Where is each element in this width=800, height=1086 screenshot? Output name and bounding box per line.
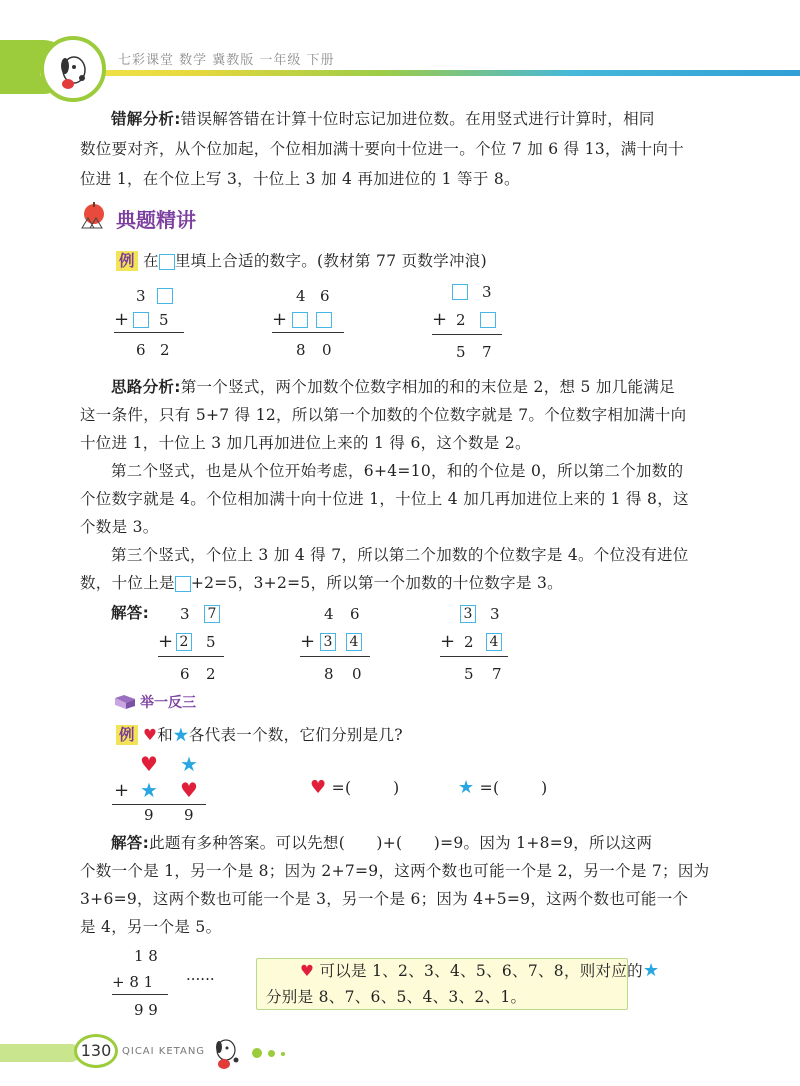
sum-line: [114, 332, 184, 333]
heart-icon: ♥: [300, 962, 315, 980]
example-tag: 例: [116, 251, 138, 271]
ellipsis: ······: [186, 970, 215, 988]
heart-icon: ♥: [180, 778, 198, 802]
answer2-line4: 是 4，另一个是 5。: [80, 918, 222, 936]
answer-calc-2: 4 6 + 3 4 8 0: [320, 604, 380, 688]
answer2-line3: 3+6=9，这两个数也可能一个是 3，另一个是 6；因为 4+5=9，这两个数也可能一个: [80, 890, 689, 908]
example-calc-18-81: 1 8 + 8 1 9 9: [112, 946, 192, 1024]
sum-line: [300, 656, 370, 657]
note-line1: ♥ 可以是 1、2、3、4、5、6、7、8，则对应的★: [300, 960, 660, 981]
heart-answer-blank: ♥ =( ): [310, 777, 400, 798]
blank-square: [175, 576, 191, 592]
answer2-line1: 解答:此题有多种答案。可以先想( )+( )=9。因为 1+8=9，所以这两: [111, 834, 653, 852]
star-icon: ★: [140, 778, 158, 802]
answer2-line2: 个数一个是 1，另一个是 8；因为 2+7=9，这两个数也可能一个是 2，另一个是 7；因为: [80, 862, 710, 880]
header-rainbow-bar: [40, 70, 800, 76]
sum-line: [432, 334, 502, 335]
answer1-label: 解答:: [111, 604, 150, 622]
mascot-dog-icon: [40, 36, 106, 102]
header-title: 七彩课堂 数学 冀教版 一年级 下册: [118, 53, 335, 68]
subsection-title: 举一反三: [140, 695, 196, 711]
apple-pencil-icon: [78, 200, 108, 230]
section-title: 典题精讲: [116, 208, 196, 232]
blank-calc-2: 4 6 + 8 0: [290, 286, 350, 366]
page-number: 130: [74, 1034, 118, 1068]
sum-line: [440, 656, 508, 657]
answer-calc-3: 3 3 + 2 4 5 7: [460, 604, 520, 688]
blank-calc-1: 3 + 5 6 2: [128, 286, 188, 366]
sum-line: [112, 994, 168, 995]
blank-square: [133, 312, 149, 328]
analysis-p2-line2: 个位数字就是 4。个位相加满十向十位进 1，十位上 4 加几再加进位上来的 1 得 8，这: [80, 490, 689, 508]
analysis-p3-line1: 第三个竖式，个位上 3 加 4 得 7，所以第二个加数的个位数字是 4。个位没有进位: [111, 546, 689, 564]
decor-dot: [252, 1048, 262, 1058]
error-analysis-line3: 位进 1，在个位上写 3，十位上 3 加 4 再加进位的 1 等于 8。: [80, 170, 520, 188]
footer-label: QICAI KETANG: [122, 1046, 206, 1057]
blank-square: [157, 288, 173, 304]
star-icon: ★: [180, 752, 198, 776]
example-tag: 例: [116, 725, 138, 745]
analysis-p1-line3: 十位进 1，十位上 3 加几再加进位上来的 1 得 6，这个数是 2。: [80, 434, 531, 452]
decor-dot: [281, 1052, 285, 1056]
heart-icon: ♥: [140, 752, 158, 776]
blank-square: [292, 312, 308, 328]
symbol-calc: ♥ ★ + ★ ♥ 9 9: [112, 752, 222, 824]
example2-prompt: 例 ♥和★各代表一个数，它们分别是几?: [116, 722, 403, 748]
sum-line: [112, 804, 206, 805]
heart-icon: ♥: [143, 726, 158, 744]
star-icon: ★: [642, 960, 660, 981]
blank-square: [480, 312, 496, 328]
star-icon: ★: [173, 726, 189, 744]
star-icon: ★: [458, 777, 475, 798]
sum-line: [158, 656, 224, 657]
analysis-p2-line3: 个数是 3。: [80, 518, 159, 536]
analysis-p1-line1: 思路分析:第一个竖式，两个加数个位数字相加的和的末位是 2，想 5 加几能满足: [111, 378, 675, 396]
decor-dot: [268, 1050, 275, 1057]
book-icon: [114, 694, 136, 710]
example1-prompt: 例 在 里填上合适的数字。(教材第 77 页数学冲浪): [116, 248, 487, 274]
blank-square: [452, 284, 468, 300]
sum-line: [272, 332, 344, 333]
analysis-p3-line2: 数，十位上是 +2=5，3+2=5，所以第一个加数的十位数字是 3。: [80, 574, 563, 592]
star-answer-blank: ★ =( ): [458, 777, 548, 798]
error-analysis-line1: 错解分析:错误解答错在计算十位时忘记加进位数。在用竖式进行计算时，相同: [111, 110, 655, 128]
blank-calc-3: 3 + 2 5 7: [450, 282, 510, 366]
mascot-dog-icon: [204, 1034, 248, 1074]
footer-green-tab: [0, 1044, 80, 1062]
analysis-p2-line1: 第二个竖式，也是从个位开始考虑，6+4=10，和的个位是 0，所以第二个加数的: [111, 462, 684, 480]
heart-icon: ♥: [310, 777, 327, 798]
error-analysis-label: 错解分析:: [111, 110, 181, 128]
blank-square: [316, 312, 332, 328]
analysis-label: 思路分析:: [111, 378, 181, 396]
answer2-label: 解答:: [111, 834, 150, 852]
analysis-p1-line2: 这一条件，只有 5+7 得 12，所以第一个加数的个位数字就是 7。个位数字相加满十向: [80, 406, 687, 424]
answer-calc-1: 3 7 + 2 5 6 2: [176, 604, 236, 688]
error-analysis-line2: 数位要对齐，从个位加起，个位相加满十要向十位进一。个位 7 加 6 得 13，满十向十: [80, 140, 684, 158]
note-line2: 分别是 8、7、6、5、4、3、2、1。: [266, 988, 527, 1006]
blank-square: [159, 254, 175, 270]
